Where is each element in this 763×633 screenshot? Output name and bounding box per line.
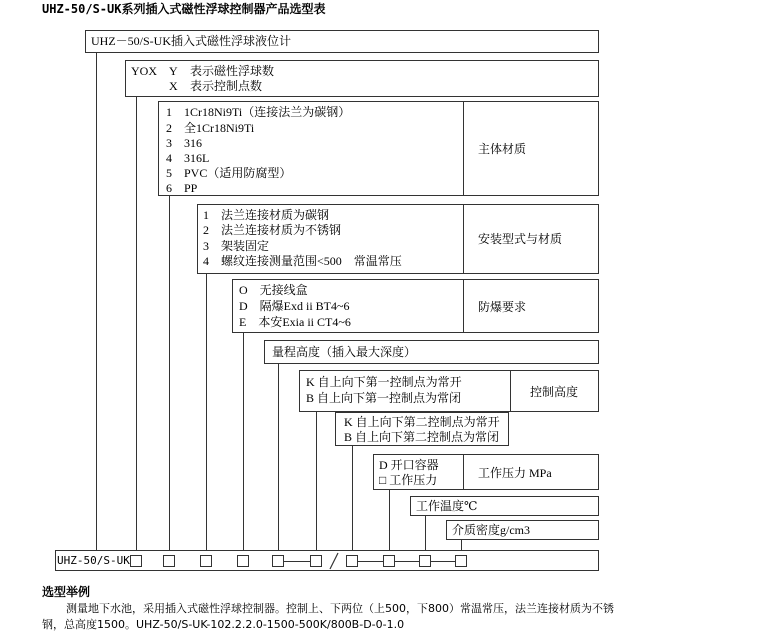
- yox-line-text: 表示磁性浮球数: [190, 64, 275, 78]
- material-option: 4 316L: [166, 151, 210, 165]
- code-dash: [431, 561, 455, 562]
- code-dash: [284, 561, 310, 562]
- connector-line: [352, 446, 353, 550]
- connector-line: [243, 333, 244, 550]
- material-divider: [463, 101, 464, 196]
- install-option: 1 法兰连接材质为碳钢: [203, 208, 330, 222]
- install-option: 3 架装固定: [203, 239, 270, 253]
- pressure-divider: [463, 454, 464, 490]
- control1-label: 控制高度: [530, 385, 579, 399]
- connector-line: [206, 274, 207, 550]
- connector-line: [425, 516, 426, 550]
- connector-line: [136, 97, 137, 550]
- code-slot: [346, 555, 358, 567]
- page-title: UHZ-50/S-UK系列插入式磁性浮球控制器产品选型表: [42, 2, 326, 16]
- code-slot: [310, 555, 322, 567]
- install-option: 2 法兰连接材质为不锈钢: [203, 223, 342, 237]
- code-dash: [395, 561, 419, 562]
- connector-line: [96, 42, 97, 550]
- install-divider: [463, 204, 464, 274]
- code-slot: [163, 555, 175, 567]
- material-option: 2 全1Cr18Ni9Ti: [166, 121, 255, 135]
- material-option: 3 316: [166, 136, 203, 150]
- code-dash: [358, 561, 383, 562]
- material-option: 5 PVC（适用防腐型）: [166, 166, 292, 180]
- yox-code: YOX: [131, 64, 157, 78]
- slash-separator: [328, 552, 340, 570]
- yox-line-code: Y: [169, 64, 178, 78]
- example-heading: 选型举例: [42, 585, 91, 599]
- connector-line: [169, 196, 170, 550]
- temperature-text: 工作温度℃: [416, 499, 478, 513]
- connector-line: [278, 364, 279, 550]
- header-box-text: UHZ－50/S-UK插入式磁性浮球液位计: [91, 34, 291, 48]
- control2-option: K 自上向下第二控制点为常开: [344, 415, 500, 429]
- range-text: 量程高度（插入最大深度）: [272, 345, 417, 359]
- example-text: [42, 601, 682, 633]
- control2-option: B 自上向下第二控制点为常闭: [344, 430, 500, 444]
- density-text: 介质密度g/cm3: [452, 523, 530, 537]
- explosion-label: 防爆要求: [478, 300, 527, 314]
- code-slot: [237, 555, 249, 567]
- control1-option: K 自上向下第一控制点为常开: [306, 375, 462, 389]
- pressure-label: 工作压力 MPa: [478, 466, 552, 480]
- connector-line: [389, 490, 390, 550]
- example-line-2: 钢，总高度1500。UHZ-50/S-UK-102.2.2.0-1500-500K/800B-D-0-1.0: [42, 618, 405, 631]
- install-option: 4 螺纹连接测量范围<500 常温常压: [203, 254, 402, 268]
- material-label: 主体材质: [478, 142, 527, 156]
- connector-line: [316, 412, 317, 550]
- code-slot: [419, 555, 431, 567]
- code-slot: [455, 555, 467, 567]
- pressure-option: D 开口容器: [379, 458, 439, 472]
- material-option: 6 PP: [166, 181, 198, 195]
- install-label: 安装型式与材质: [478, 232, 563, 246]
- control1-divider: [510, 370, 511, 412]
- explosion-option: E 本安Exia ii CT4~6: [239, 315, 351, 329]
- material-option: 1 1Cr18Ni9Ti（连接法兰为碳钢）: [166, 105, 351, 119]
- pressure-option: □ 工作压力: [379, 473, 438, 487]
- explosion-option: O 无接线盒: [239, 283, 308, 297]
- code-slot: [272, 555, 284, 567]
- connector-line: [461, 540, 462, 550]
- code-slot: [130, 555, 142, 567]
- code-slot: [200, 555, 212, 567]
- yox-line-text: 表示控制点数: [190, 79, 263, 93]
- control1-option: B 自上向下第一控制点为常闭: [306, 391, 462, 405]
- example-line-1: 测量地下水池，采用插入式磁性浮球控制器。控制上、下两位（上500，下800）常温常压，法兰连接材质为不锈: [66, 602, 614, 615]
- yox-line-code: X: [169, 79, 178, 93]
- code-slot: [383, 555, 395, 567]
- model-code-text: UHZ-50/S-UK: [57, 554, 130, 567]
- explosion-option: D 隔爆Exd ii BT4~6: [239, 299, 350, 313]
- explosion-divider: [463, 279, 464, 333]
